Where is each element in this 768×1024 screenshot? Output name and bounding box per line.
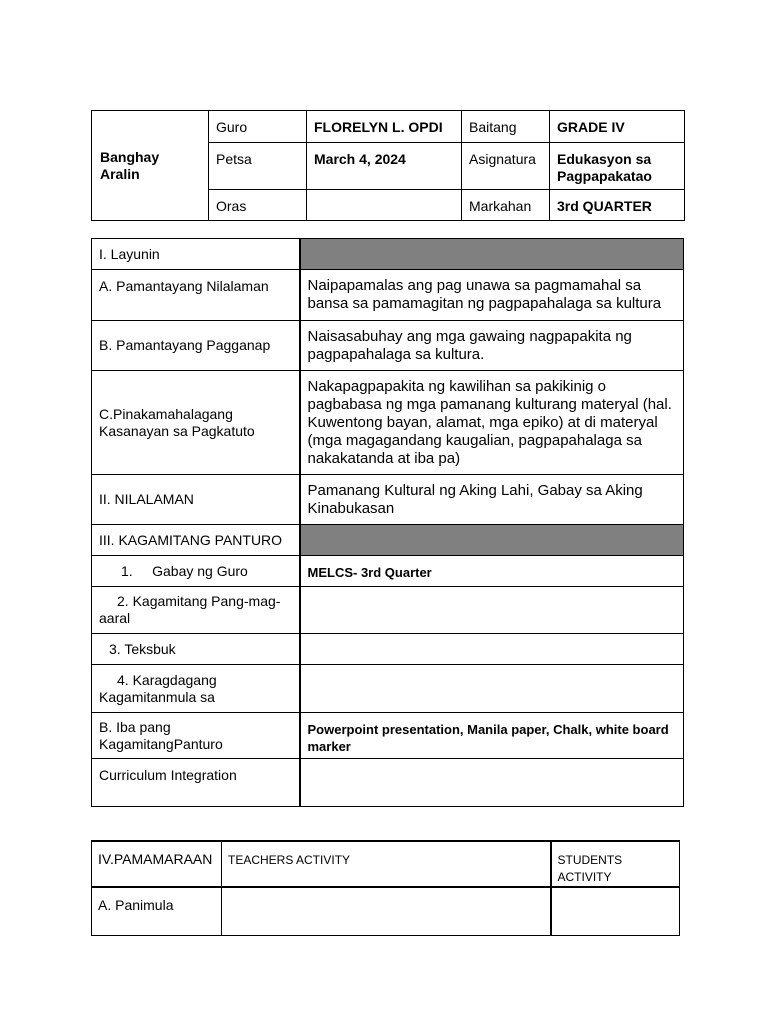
performance-standard-value: Naisasabuhay ang mga gawaing nagpapakita ng pagpapahalaga sa kultura.: [300, 321, 684, 371]
content-value: Pamanang Kultural ng Aking Lahi, Gabay sa Aking Kinabukasan: [300, 475, 684, 525]
other-materials-value: Powerpoint presentation, Manila paper, Chalk, white board marker: [300, 713, 684, 759]
lesson-plan-title: Banghay Aralin: [92, 111, 209, 221]
competency-label: C.Pinakamahalagang Kasanayan sa Pagkatuto: [92, 371, 300, 475]
time-label: Oras: [209, 190, 307, 221]
learner-materials-text: 2. Kagamitang Pang-mag-aaral: [99, 593, 281, 626]
textbook-label: [92, 634, 300, 665]
introduction-student-cell: [551, 887, 680, 935]
subject-label: Asignatura: [462, 143, 550, 190]
competency-value: Nakapagpapakita ng kawilihan sa pakikinig o pagbabasa ng mga pamanang kulturang materyal (hal. Kuwentong bayan, alamat, mga epiko) at di materyal (mga magagandang kaugalian, pagpapahalaga sa nakakatanda at iba pa): [300, 371, 684, 475]
learner-materials-value: [300, 587, 684, 634]
subject-value: Edukasyon sa Pagpapakatao: [550, 143, 685, 190]
objectives-label: I. Layunin: [92, 239, 300, 270]
textbook-text: 3. Teksbuk: [109, 640, 176, 657]
performance-standard-label: B. Pamantayang Pagganap: [92, 321, 300, 371]
grade-value: GRADE IV: [550, 111, 685, 143]
curriculum-integration-label: Curriculum Integration: [92, 759, 300, 807]
objectives-header-fill: [300, 239, 684, 270]
time-value: [307, 190, 462, 221]
introduction-label: A. Panimula: [92, 887, 222, 935]
learner-materials-label: [92, 587, 300, 634]
additional-materials-text: 4. Karagdagang Kagamitanmula sa: [99, 671, 217, 705]
date-label: Petsa: [209, 143, 307, 190]
other-materials-label: B. Iba pang KagamitangPanturo: [92, 713, 300, 759]
header-table: [91, 110, 685, 221]
curriculum-integration-value: [300, 759, 684, 807]
grade-label: Baitang: [462, 111, 550, 143]
date-value: March 4, 2024: [307, 143, 462, 190]
students-activity-heading: STUDENTS ACTIVITY: [551, 841, 680, 887]
quarter-label: Markahan: [462, 190, 550, 221]
teacher-guide-value: MELCS- 3rd Quarter: [300, 556, 684, 587]
lesson-content-table: [91, 238, 684, 807]
teachers-activity-heading: TEACHERS ACTIVITY: [222, 841, 551, 887]
content-label: II. NILALAMAN: [92, 475, 300, 525]
content-standard-value: Naipapamalas ang pag unawa sa pagmamahal sa bansa sa pamamagitan ng pagpapahalaga sa kultura: [300, 270, 684, 321]
teacher-guide-text: 1. Gabay ng Guro: [121, 562, 248, 579]
additional-materials-label: [92, 665, 300, 713]
additional-materials-value: [300, 665, 684, 713]
introduction-teacher-cell: [222, 887, 551, 935]
teacher-label: Guro: [209, 111, 307, 143]
content-standard-label: A. Pamantayang Nilalaman: [92, 270, 300, 321]
quarter-value: 3rd QUARTER: [550, 190, 685, 221]
textbook-value: [300, 634, 684, 665]
teacher-value: FLORELYN L. OPDI: [307, 111, 462, 143]
materials-label: III. KAGAMITANG PANTURO: [92, 525, 300, 556]
procedure-table: [91, 840, 680, 936]
materials-header-fill: [300, 525, 684, 556]
teacher-guide-label: [92, 556, 300, 587]
procedure-heading: IV.PAMAMARAAN: [92, 841, 222, 887]
